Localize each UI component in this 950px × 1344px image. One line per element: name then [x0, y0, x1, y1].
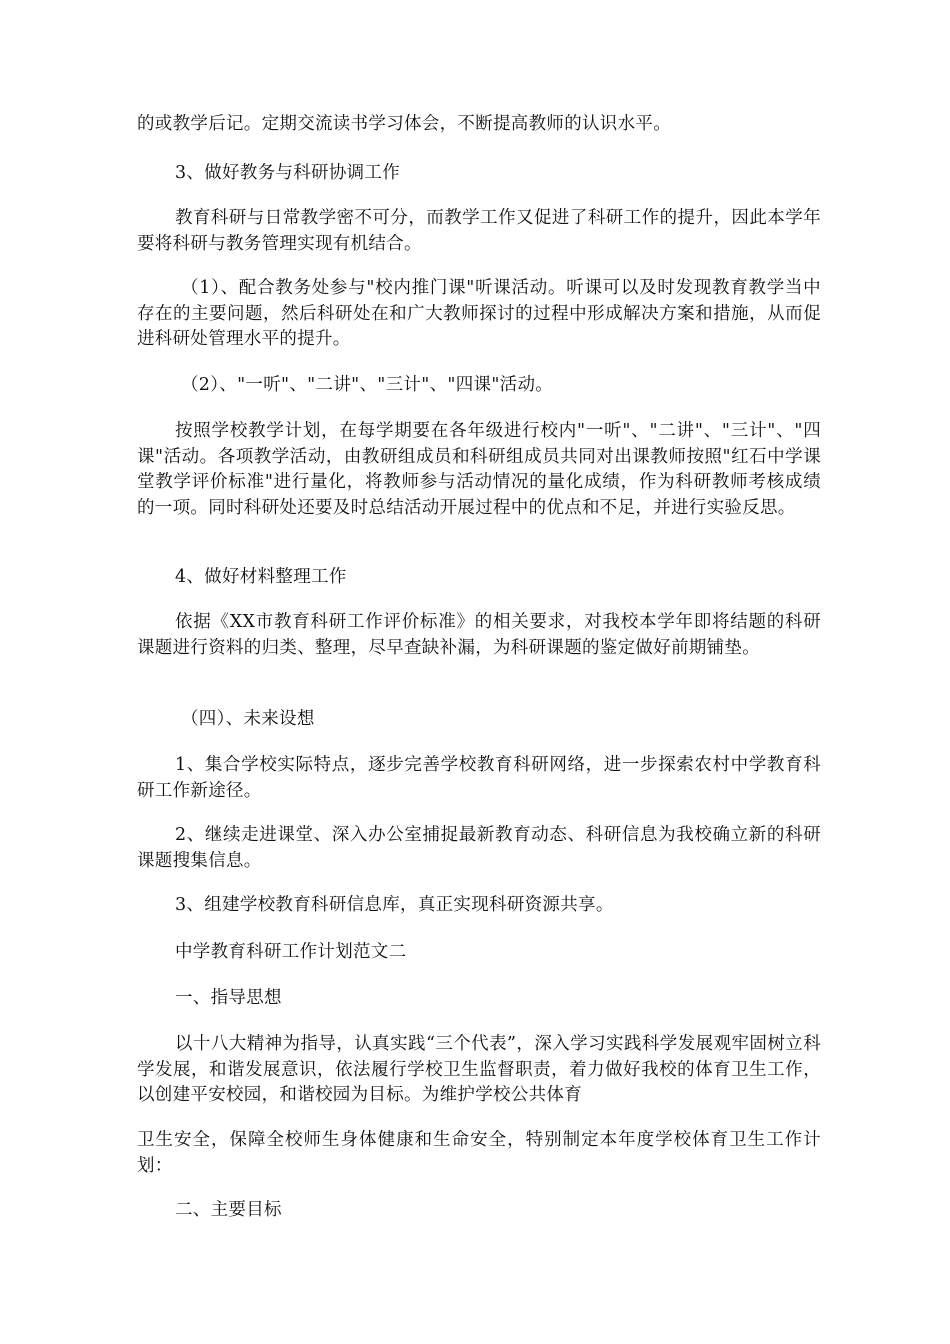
paragraph-5: （2）、"一听"、"二讲"、"三计"、"四课"活动。 — [181, 375, 554, 395]
paragraph-15: 以十八大精神为指导，认真实践“三个代表”，深入学习实践科学发展观牢固树立科学发展，和谐发展意识，依法履行学校卫生监督职责，着力做好我校的体育卫生工作，以创建平安校园，和谐校园为目标。为维护学校公共体育 — [137, 1034, 821, 1105]
paragraph-2-heading: 3、做好教务与科研协调工作 — [175, 163, 401, 183]
paragraph-10: 1、集合学校实际特点，逐步完善学校教育科研网络，进一步探索农村中学教育科研工作新途径。 — [137, 755, 821, 801]
paragraph-16: 卫生安全，保障全校师生身体健康和生命安全，特别制定本年度学校体育卫生工作计划： — [137, 1130, 821, 1176]
paragraph-7-heading: 4、做好材料整理工作 — [175, 567, 347, 587]
paragraph-11: 2、继续走进课堂、深入办公室捕捉最新教育动态、科研信息为我校确立新的科研课题搜集信息。 — [137, 825, 821, 871]
paragraph-14-heading: 一、指导思想 — [175, 988, 282, 1008]
paragraph-6: 按照学校教学计划，在每学期要在各年级进行校内"一听"、"二讲"、"三计"、"四课"活动。各项教学活动，由教研组成员和科研组成员共同对出课教师按照"红石中学课堂教学评价标准"进行量化，将教师参与活动情况的量化成绩，作为科研教师考核成绩的一项。同时科研处还要及时总结活动开展过程中的优点和不足，并进行实验反思。 — [137, 421, 821, 518]
paragraph-12: 3、组建学校教育科研信息库，真正实现科研资源共享。 — [175, 895, 614, 915]
paragraph-3: 教育科研与日常教学密不可分，而教学工作又促进了科研工作的提升，因此本学年要将科研与教务管理实现有机结合。 — [137, 208, 821, 254]
paragraph-9-heading: （四）、未来设想 — [181, 709, 315, 729]
paragraph-4: （1）、配合教务处参与"校内推门课"听课活动。听课可以及时发现教育教学当中存在的主要问题，然后科研处在和广大教师探讨的过程中形成解决方案和措施，从而促进科研处管理水平的提升。 — [137, 278, 821, 349]
paragraph-17-heading: 二、主要目标 — [175, 1200, 282, 1220]
paragraph-13-title: 中学教育科研工作计划范文二 — [175, 942, 407, 962]
paragraph-1: 的或教学后记。定期交流读书学习体会，不断提高教师的认识水平。 — [137, 114, 671, 134]
paragraph-8: 依据《XX市教育科研工作评价标准》的相关要求，对我校本学年即将结题的科研课题进行资料的归类、整理，尽早查缺补漏，为科研课题的鉴定做好前期铺垫。 — [137, 612, 821, 658]
